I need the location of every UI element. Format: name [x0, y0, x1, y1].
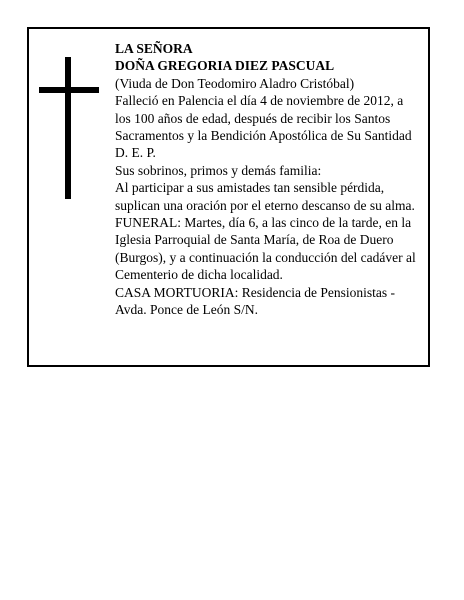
funeral-line-2: Iglesia Parroquial de Santa María, de Roa de Duero	[115, 232, 394, 248]
obituary-notice-frame	[27, 27, 430, 367]
cross-icon	[39, 57, 99, 199]
funeral-line-4: Cementerio de dicha localidad.	[115, 267, 283, 283]
mortuary-line-2: Avda. Ponce de León S/N.	[115, 302, 258, 318]
title-line: LA SEÑORA	[115, 41, 193, 56]
funeral-line-3: (Burgos), y a continuación la conducción del cadáver al	[115, 249, 416, 265]
deceased-name: DOÑA GREGORIA DIEZ PASCUAL	[115, 58, 335, 74]
family-line: Sus sobrinos, primos y demás familia:	[115, 162, 322, 178]
mortuary-line-1: CASA MORTUORIA: Residencia de Pensionistas -	[115, 284, 396, 300]
request-line-1: Al participar a sus amistades tan sensible pérdida,	[115, 180, 385, 196]
death-details-line-1: Falleció en Palencia el día 4 de noviembre de 2012, a	[115, 93, 404, 109]
cross-vertical-bar	[65, 57, 71, 199]
death-details-line-2: los 100 años de edad, después de recibir los Santos	[115, 110, 391, 126]
widow-of-line: (Viuda de Don Teodomiro Aladro Cristóbal)	[115, 75, 355, 91]
obituary-text	[115, 40, 421, 319]
cross-horizontal-bar	[39, 87, 99, 93]
request-line-2: suplican una oración por el eterno descanso de su alma.	[115, 197, 415, 213]
dep-line: D. E. P.	[115, 145, 156, 161]
funeral-line-1: FUNERAL: Martes, día 6, a las cinco de la tarde, en la	[115, 215, 412, 231]
death-details-line-3: Sacramentos y la Bendición Apostólica de Su Santidad	[115, 128, 412, 144]
